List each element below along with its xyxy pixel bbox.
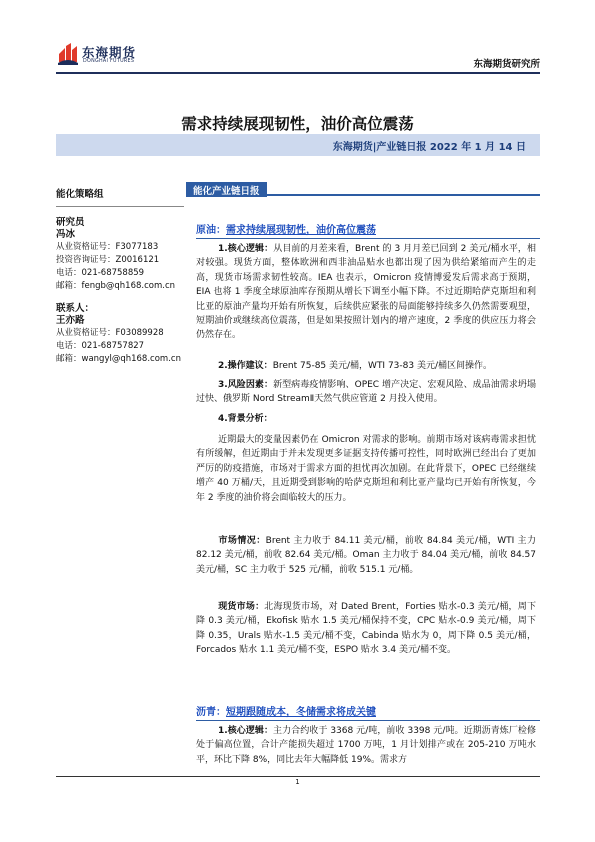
researcher-consult-license: 投资咨询证号：Z0016121	[56, 255, 160, 265]
crude-background-heading	[196, 412, 536, 426]
crude-suggestion	[196, 359, 536, 373]
crude-spot-text: 北海现货市场，对 Dated Brent，Forties 贴水-0.3 美元/桶，周下降 0.3 美元/桶，Ekofisk 贴水 1.5 美元/桶保持不变，CPC 贴水-0.9 美元/桶，周下降 0.35，Urals 贴水-1.5 美元/桶不变，Cabinda 贴水为 0，周下降 0.5 美元/桶，Forcados 贴水 1.1 美元/桶不变，ESPO 贴水 3.4 美元/桶不变。	[196, 602, 536, 656]
crude-risk-label: 3.风险因素：	[218, 380, 274, 390]
crude-core-logic-label: 1.核心逻辑：	[218, 244, 274, 254]
report-title: 需求持续展现韧性，油价高位震荡	[181, 114, 414, 133]
strategy-group: 能化策略组	[56, 189, 104, 200]
contact-name: 王亦路	[56, 315, 85, 326]
researcher-email[interactable]: 邮箱：fengb@qh168.com.cn	[56, 281, 176, 291]
contact-phone: 电话：021-68757827	[56, 341, 145, 351]
contact-heading: 联系人：	[56, 303, 95, 314]
asphalt-title-main: 短期跟随成本，冬储需求将成关键	[226, 707, 376, 718]
crude-suggestion-text: Brent 75-85 美元/桶，WTI 73-83 美元/桶区间操作。	[272, 361, 492, 371]
crude-risk-text: 新型病毒疫情影响、OPEC 增产决定、宏观风险、成品油需求坍塌过快、俄罗斯 Nord StreamⅡ天然气供应管道 2 月投入使用。	[196, 380, 536, 405]
logo-english-text: DONGHAI FUTURES	[83, 59, 135, 64]
footer-divider	[56, 776, 540, 777]
asphalt-section-title[interactable]	[196, 703, 540, 721]
crude-market-text: Brent 主力收于 84.11 美元/桶，前收 84.84 美元/桶，WTI 主力 82.12 美元/桶，前收 82.64 美元/桶。Oman 主力收于 84.04 美元/桶，前收 84.57 美元/桶，SC 主力收于 525 元/桶，前收 515.1 元/桶。	[196, 536, 536, 575]
crude-section-title[interactable]	[196, 221, 540, 239]
section-tag-label: 能化产业链日报	[186, 182, 267, 197]
researcher-name: 冯冰	[56, 229, 76, 240]
asphalt-core-logic	[196, 724, 536, 767]
crude-market-label: 市场情况：	[218, 536, 266, 546]
asphalt-core-logic-text: 主力合约收于 3368 元/吨，前收 3398 元/吨。近期沥青炼厂检修处于偏高位置，合计产能损失超过 1700 万吨，1 月计划排产或在 205-210 万吨水平，环比下降 8%，同比去年大幅降低 19%。需求方	[196, 726, 536, 765]
sidebar-divider	[56, 206, 184, 207]
page-header	[56, 38, 540, 72]
header-divider	[56, 72, 540, 74]
crude-title-prefix: 原油：	[196, 225, 226, 236]
contact-license: 从业资格证号：F03089928	[56, 328, 164, 338]
sidebar	[56, 186, 186, 366]
researcher-heading: 研究员	[56, 217, 85, 228]
researcher-phone: 电话：021-68758859	[56, 268, 145, 278]
institute-name: 东海期货研究所	[473, 59, 540, 70]
logo-text: 东海期货	[82, 45, 137, 60]
report-subtitle: 东海期货|产业链日报 2022 年 1 月 14 日	[332, 142, 526, 153]
crude-spot-label: 现货市场：	[218, 602, 265, 612]
crude-background-label: 4.背景分析：	[218, 414, 273, 424]
crude-title-main: 需求持续展现韧性，油价高位震荡	[226, 225, 376, 236]
crude-suggestion-label: 2.操作建议：	[218, 361, 273, 371]
asphalt-core-logic-label: 1.核心逻辑：	[218, 726, 274, 736]
asphalt-title-prefix: 沥青：	[196, 707, 226, 718]
section-tag	[186, 179, 540, 196]
crude-background-body: 近期最大的变量因素仍在 Omicron 对需求的影响。前期市场对该病毒需求担忧有所缓解，但近期由于并未发现更多证据支持传播可控性，同时欧洲已经出台了更加严厉的防疫措施，市场对于需求方面的担忧再次加剧。在此背景下，OPEC 已经继续增产 40 万桶/天，且近期受到影响的哈萨克斯坦和利比亚产量均已开始有所恢复，今年 2 季度的油价将会面临较大的压力。	[196, 435, 536, 503]
researcher-license: 从业资格证号：F3077183	[56, 242, 159, 252]
crude-market	[196, 534, 536, 577]
crude-core-logic	[196, 242, 536, 343]
crude-spot	[196, 600, 536, 658]
crude-core-logic-text: 从目前的月差来看，Brent 的 3 月月差已回到 2 美元/桶水平，相对较强。现货方面，整体欧洲和西非油品贴水也都出现了因为供给紧缩而产生的走高，现货市场需求韧性较高。IEA 也表示，Omicron 疫情博爱发后需求高于预期，EIA 也将 1 季度全球原油库存预期从增长下调至小幅下降。不过近期哈萨克斯坦和利比亚的原油产量均开始有所恢复，后续供应紧张的局面能够持续多久仍然需要观望，短期油价或继续高位震荡，但是如果按照计划内的增产速度，2 季度的供应压力将会仍然存在。	[196, 244, 536, 341]
subtitle-band	[56, 134, 540, 156]
crude-risk	[196, 378, 536, 407]
contact-email[interactable]: 邮箱：wangyl@qh168.com.cn	[56, 354, 181, 364]
crude-background-text	[196, 433, 536, 505]
page-number: 1	[295, 778, 300, 786]
donghai-logo-icon	[56, 42, 80, 66]
